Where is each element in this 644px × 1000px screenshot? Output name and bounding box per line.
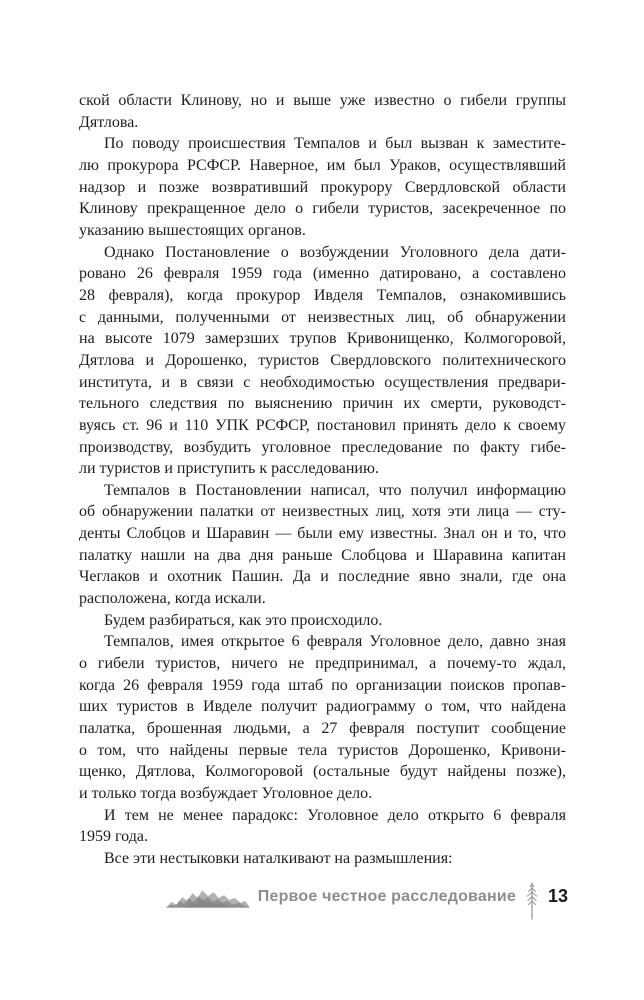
text-line: ли туристов и приступить к расследованию.: [79, 460, 379, 478]
text-line: Дятлова и Дорошенко, туристов Свердловского политехнического: [79, 351, 566, 369]
text-line: ской области Клинову, но и выше уже известно о гибели группы: [79, 92, 566, 109]
text-line: об обнаружении палатки от неизвестных лиц, хотя эти лица — сту-: [79, 503, 566, 521]
text-line: когда 26 февраля 1959 года штаб по организации поисков пропав-: [79, 676, 566, 694]
text-line: 1959 года.: [79, 828, 148, 846]
text-line: вуясь ст. 96 и 110 УПК РСФСР, постановил принять дело к своему: [79, 416, 566, 434]
page-number: 13: [547, 886, 568, 906]
text-line: щенко, Дятлова, Колмогоровой (остальные будут найдены позже),: [79, 763, 566, 781]
text-line: лю прокурора РСФСР. Наверное, им был Ураков, осуществлявший: [79, 156, 566, 174]
text-line: на высоте 1079 замерзших трупов Кривонищенко, Колмогоровой,: [79, 330, 566, 348]
paragraph: [79, 631, 566, 804]
text-line: института, и в связи с необходимостью осуществления предвари-: [79, 373, 566, 391]
text-line: Чеглаков и охотник Пашин. Да и последние явно знали, где она: [79, 568, 566, 586]
text-line: денты Слобцов и Шаравин — были ему известны. Знал он и то, что: [79, 525, 566, 543]
text-line: производству, возбудить уголовное преследование по факту гибе-: [79, 438, 566, 456]
text-line: И тем не менее парадокс: Уголовное дело открыто 6 февраля: [104, 806, 566, 824]
text-line: ровано 26 февраля 1959 года (именно датировано, а составлено: [79, 265, 566, 283]
text-line: надзор и позже возвративший прокурору Свердловской области: [79, 178, 566, 196]
paragraph: [79, 848, 566, 870]
text-line: расположена, когда искали.: [79, 590, 266, 608]
text-line: палатка, брошенная людьми, а 27 февраля поступит сообщение: [79, 720, 566, 738]
text-line: и только тогда возбуждает Уголовное дело.: [79, 785, 373, 802]
text-line: Темпалов в Постановлении написал, что получил информацию: [104, 481, 566, 499]
text-line: тельного следствия по выяснению причин их смерти, руководст-: [79, 395, 566, 413]
text-line: о том, что найдены первые тела туристов Дорошенко, Кривони-: [79, 741, 566, 759]
text-line: ших туристов в Ивделе получит радиограмму о том, что найдена: [79, 698, 566, 716]
paragraph: [79, 133, 566, 241]
mountain-range-icon: [166, 888, 250, 909]
page-footer: [166, 884, 568, 921]
text-line: Однако Постановление о возбуждении Уголовного дела дати-: [104, 243, 566, 261]
text-line: с данными, полученными от неизвестных лиц, об обнаружении: [79, 308, 566, 326]
text-line: о гибели туристов, ничего не предпринимал, а почему-то ждал,: [79, 655, 566, 673]
paragraph: [79, 610, 566, 632]
paragraph: [79, 805, 566, 848]
text-line: Дятлова.: [79, 113, 139, 131]
text-line: Все эти нестыковки наталкивают на размышления:: [104, 849, 453, 867]
paragraph: [79, 242, 566, 480]
text-line: 28 февраля), когда прокурор Ивделя Темпалов, ознакомившись: [79, 286, 566, 304]
text-line: указанию вышестоящих органов.: [79, 221, 306, 239]
text-line: Клинову прекращенное дело о гибели туристов, засекреченное по: [79, 200, 566, 218]
running-title: Первое честное расследование: [257, 888, 516, 905]
text-line: палатку нашли на два дня раньше Слобцова и Шаравина капитан: [79, 546, 566, 564]
paragraph: [79, 90, 566, 133]
text-line: По поводу происшествия Темпалов и был вызван к заместите-: [104, 135, 566, 153]
pine-tree-icon: [524, 881, 540, 921]
body-text: [79, 90, 566, 870]
text-line: Темпалов, имея открытое 6 февраля Уголовное дело, давно зная: [104, 633, 566, 651]
paragraph: [79, 480, 566, 610]
text-line: Будем разбираться, как это происходило.: [104, 611, 383, 629]
